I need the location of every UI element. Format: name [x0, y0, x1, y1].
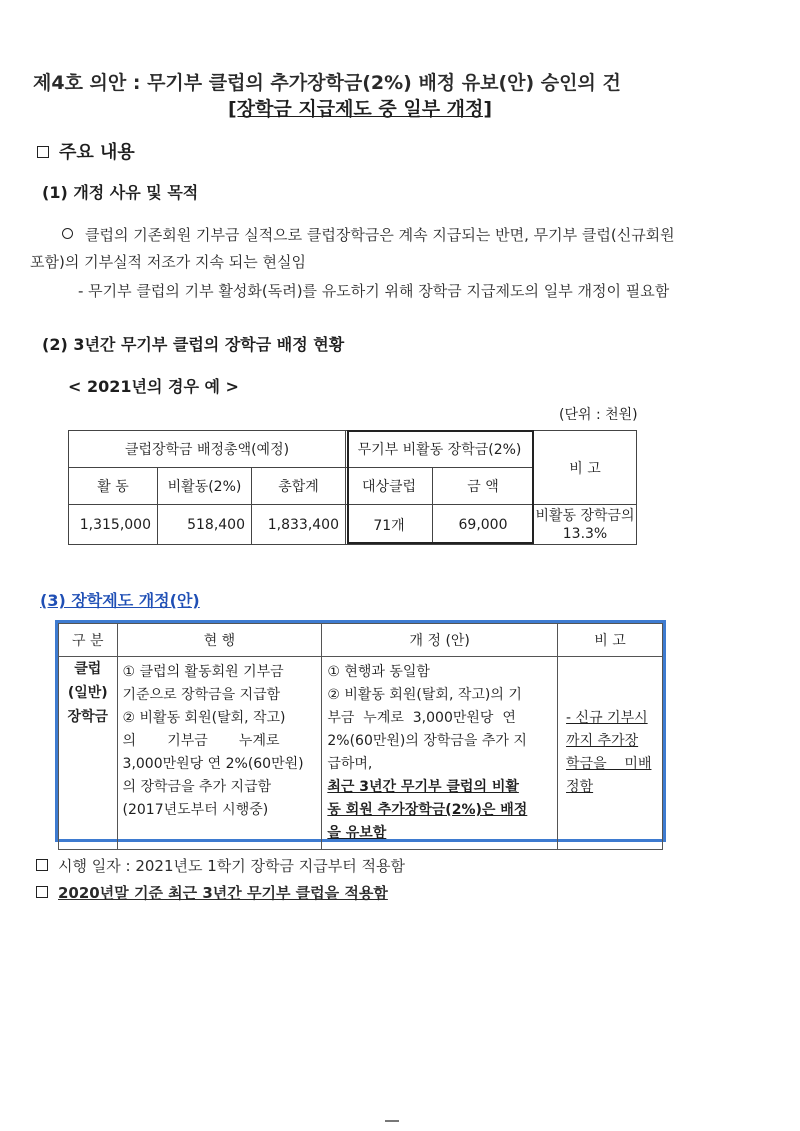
remark-cell [558, 657, 663, 850]
remark-line1: 비활동 장학금의 [535, 507, 635, 524]
header-active: 활 동 [69, 468, 158, 505]
remark-text-line: 까지 추가장 [566, 733, 639, 749]
header-category: 구 분 [59, 624, 118, 657]
document-title-line2: [장학금 지급제도 중 일부 개정] [228, 98, 493, 120]
current-line: ② 비활동 회원(탈회, 작고) [122, 710, 286, 726]
revision-line: ② 비활동 회원(탈회, 작고)의 기 [327, 687, 522, 703]
header-current: 현 행 [117, 624, 322, 657]
checkbox-square-icon [37, 146, 49, 158]
remark-text-line: 학금을 미배 [566, 756, 652, 772]
circle-bullet-icon [62, 228, 73, 239]
revision-bold-line: 최근 3년간 무기부 클럽의 비활 [327, 779, 519, 795]
revision-cell [322, 657, 558, 850]
current-line: 기준으로 장학금을 지급함 [122, 687, 281, 703]
note-2 [36, 882, 388, 903]
header-total: 총합계 [252, 468, 346, 505]
category-line3: 장학금 [67, 709, 109, 725]
revision-bold-line: 을 유보함 [327, 825, 387, 841]
header-inactive: 비활동(2%) [158, 468, 252, 505]
current-line: ① 클럽의 활동회원 기부금 [122, 664, 284, 680]
header-remark: 비 고 [534, 431, 637, 505]
header-remark-2: 비 고 [558, 624, 663, 657]
note-1 [36, 855, 405, 876]
page-number-mark [385, 1120, 399, 1122]
note-2-text: 2020년말 기준 최근 3년간 무기부 클럽을 적용함 [58, 884, 388, 902]
cell-amount-value: 69,000 [433, 505, 534, 545]
section-3-heading: (3) 장학제도 개정(안) [40, 591, 200, 610]
remark-text-line: 정함 [566, 779, 594, 795]
header-target-clubs: 대상클럽 [346, 468, 433, 505]
revision-line: 2%(60만원)의 장학금을 추가 지 [327, 733, 527, 749]
section-1-para-line3: - 무기부 클럽의 기부 활성화(독려)를 유도하기 위해 장학금 지급제도의 일부 개정이 필요함 [78, 282, 670, 300]
section-main-heading [37, 138, 135, 164]
cell-remark-value [534, 505, 637, 545]
category-line2: (일반) [67, 685, 108, 701]
revision-table [58, 623, 663, 850]
current-line: (2017년도부터 시행중) [122, 802, 269, 818]
checkbox-square-icon [36, 886, 48, 898]
section-2-heading: (2) 3년간 무기부 클럽의 장학금 배정 현황 [42, 335, 345, 354]
header-revision: 개 정 (안) [322, 624, 558, 657]
cell-target-value: 71개 [346, 505, 433, 545]
revision-line: ① 현행과 동일함 [327, 664, 430, 680]
section-main-label: 주요 내용 [59, 142, 135, 163]
checkbox-square-icon [36, 859, 48, 871]
header-club-scholarship-total: 클럽장학금 배정총액(예정) [69, 431, 346, 468]
category-cell [59, 657, 118, 850]
revision-line: 부금 누계로 3,000만원당 연 [327, 710, 516, 726]
current-line: 의 기부금 누계로 [122, 733, 280, 749]
section-1-para-line2: 포함)의 기부실적 저조가 지속 되는 현실임 [30, 253, 307, 271]
header-no-donation-scholarship: 무기부 비활동 장학금(2%) [346, 431, 534, 468]
cell-total-value: 1,833,400 [252, 505, 346, 545]
example-label: < 2021년의 경우 예 > [68, 377, 239, 396]
revision-bold-line: 동 회원 추가장학금(2%)은 배정 [327, 802, 528, 818]
allocation-status-table [68, 430, 637, 545]
note-1-text: 시행 일자 : 2021년도 1학기 장학금 지급부터 적용함 [58, 857, 405, 875]
para-line1-text: 클럽의 기존회원 기부금 실적으로 클럽장학금은 계속 지급되는 반면, 무기부 클럽(신규회원 [85, 226, 675, 244]
current-line: 의 장학금을 추가 지급함 [122, 779, 272, 795]
unit-label: (단위 : 천원) [559, 407, 638, 423]
cell-inactive-value: 518,400 [158, 505, 252, 545]
revision-table-frame [55, 620, 666, 842]
remark-line2: 13.3% [562, 525, 608, 542]
current-cell [117, 657, 322, 850]
document-title-line1: 제4호 의안 : 무기부 클럽의 추가장학금(2%) 배정 유보(안) 승인의 건 [33, 72, 621, 94]
section-1-para-line1 [62, 224, 675, 245]
header-amount: 금 액 [433, 468, 534, 505]
cell-active-value: 1,315,000 [69, 505, 158, 545]
section-1-heading: (1) 개정 사유 및 목적 [42, 183, 199, 202]
current-line: 3,000만원당 연 2%(60만원) [122, 756, 304, 772]
category-line1: 클럽 [74, 661, 102, 677]
revision-line: 급하며, [327, 756, 373, 772]
remark-text-line: - 신규 기부시 [566, 710, 648, 726]
